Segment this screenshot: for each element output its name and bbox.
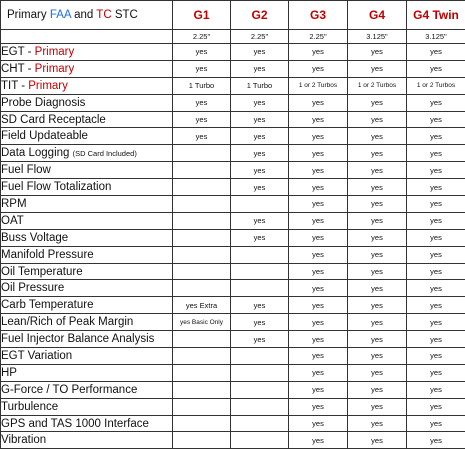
feature-name: Data Logging bbox=[1, 147, 73, 159]
cell-g3: yes bbox=[289, 297, 348, 314]
cell-g1 bbox=[173, 348, 231, 365]
cell-g3: yes bbox=[289, 111, 348, 128]
feature-name: Fuel Flow bbox=[1, 164, 51, 176]
cell-g3: yes bbox=[289, 246, 348, 263]
cell-g4: yes bbox=[348, 246, 407, 263]
feature-name: GPS and TAS 1000 Interface bbox=[1, 418, 149, 430]
table-row bbox=[1, 331, 465, 348]
cell-g1: yes Basic Only bbox=[173, 314, 231, 331]
feature-label bbox=[1, 60, 173, 77]
cell-g4-twin: yes bbox=[407, 297, 465, 314]
table-row bbox=[1, 432, 465, 449]
cell-g4-twin: yes bbox=[407, 331, 465, 348]
column-header-g3: G3 bbox=[289, 1, 348, 30]
table-row bbox=[1, 111, 465, 128]
cell-g1 bbox=[173, 162, 231, 179]
cell-g4-twin: yes bbox=[407, 246, 465, 263]
cell-g3: yes bbox=[289, 94, 348, 111]
cell-g1 bbox=[173, 212, 231, 229]
cell-g1 bbox=[173, 432, 231, 449]
cell-g3: yes bbox=[289, 229, 348, 246]
cell-g2: yes bbox=[231, 111, 289, 128]
cell-g4: yes bbox=[348, 111, 407, 128]
cell-g2: yes bbox=[231, 331, 289, 348]
feature-name: Turbulence bbox=[1, 401, 58, 413]
size-row-blank bbox=[1, 30, 173, 44]
cell-g4: yes bbox=[348, 348, 407, 365]
table-row bbox=[1, 415, 465, 432]
cell-g3: yes bbox=[289, 263, 348, 280]
table-row bbox=[1, 145, 465, 162]
cell-g4: yes bbox=[348, 415, 407, 432]
cell-g4: yes bbox=[348, 280, 407, 297]
cell-g1 bbox=[173, 364, 231, 381]
size-g4-twin: 3.125" bbox=[407, 30, 465, 44]
cell-g4: yes bbox=[348, 398, 407, 415]
cell-g3: yes bbox=[289, 364, 348, 381]
feature-label bbox=[1, 348, 173, 365]
feature-note: (SD Card Included) bbox=[73, 149, 137, 158]
feature-label bbox=[1, 415, 173, 432]
cell-g4: yes bbox=[348, 432, 407, 449]
cell-g4: yes bbox=[348, 60, 407, 77]
feature-label bbox=[1, 398, 173, 415]
feature-label bbox=[1, 179, 173, 196]
cell-g4-twin: yes bbox=[407, 179, 465, 196]
cell-g4-twin: yes bbox=[407, 44, 465, 61]
cell-g4-twin: yes bbox=[407, 364, 465, 381]
cell-g1: yes bbox=[173, 128, 231, 145]
cell-g3: yes bbox=[289, 280, 348, 297]
cell-g4: yes bbox=[348, 297, 407, 314]
cell-g4-twin: yes bbox=[407, 111, 465, 128]
feature-label bbox=[1, 145, 173, 162]
cell-g4: yes bbox=[348, 162, 407, 179]
cell-g4: yes bbox=[348, 145, 407, 162]
cell-g2 bbox=[231, 280, 289, 297]
table-row bbox=[1, 348, 465, 365]
cell-g4-twin: yes bbox=[407, 263, 465, 280]
cell-g4-twin: yes bbox=[407, 415, 465, 432]
cell-g2: yes bbox=[231, 179, 289, 196]
cell-g3: yes bbox=[289, 331, 348, 348]
cell-g1 bbox=[173, 415, 231, 432]
feature-name: SD Card Receptacle bbox=[1, 114, 106, 126]
table-row bbox=[1, 128, 465, 145]
cell-g3: yes bbox=[289, 314, 348, 331]
size-g1: 2.25" bbox=[173, 30, 231, 44]
cell-g2 bbox=[231, 263, 289, 280]
title-primary: Primary bbox=[7, 9, 50, 21]
cell-g2: yes bbox=[231, 297, 289, 314]
feature-label bbox=[1, 44, 173, 61]
cell-g3: yes bbox=[289, 44, 348, 61]
size-g3: 2.25" bbox=[289, 30, 348, 44]
cell-g3: yes bbox=[289, 348, 348, 365]
cell-g4-twin: yes bbox=[407, 280, 465, 297]
cell-g1: yes bbox=[173, 94, 231, 111]
cell-g4: yes bbox=[348, 196, 407, 213]
cell-g2: yes bbox=[231, 314, 289, 331]
cell-g4: yes bbox=[348, 44, 407, 61]
cell-g4: yes bbox=[348, 94, 407, 111]
feature-label bbox=[1, 297, 173, 314]
cell-g1 bbox=[173, 179, 231, 196]
feature-name: TIT - bbox=[1, 80, 28, 92]
table-row bbox=[1, 60, 465, 77]
cell-g4-twin: yes bbox=[407, 381, 465, 398]
table-title bbox=[1, 1, 173, 30]
feature-name: EGT Variation bbox=[1, 350, 72, 362]
cell-g2: yes bbox=[231, 128, 289, 145]
feature-name: Oil Temperature bbox=[1, 266, 83, 278]
cell-g3: yes bbox=[289, 128, 348, 145]
table-row bbox=[1, 179, 465, 196]
cell-g1: yes bbox=[173, 60, 231, 77]
column-header-g1: G1 bbox=[173, 1, 231, 30]
size-g2: 2.25" bbox=[231, 30, 289, 44]
feature-label bbox=[1, 229, 173, 246]
table-row bbox=[1, 77, 465, 94]
cell-g4: yes bbox=[348, 381, 407, 398]
feature-name: G-Force / TO Performance bbox=[1, 384, 137, 396]
cell-g3: yes bbox=[289, 212, 348, 229]
cell-g4: yes bbox=[348, 364, 407, 381]
cell-g4: yes bbox=[348, 229, 407, 246]
cell-g4-twin: yes bbox=[407, 162, 465, 179]
feature-name: Carb Temperature bbox=[1, 299, 93, 311]
feature-name: RPM bbox=[1, 198, 27, 210]
cell-g1 bbox=[173, 280, 231, 297]
feature-primary-tag: Primary bbox=[35, 63, 75, 75]
cell-g4: yes bbox=[348, 263, 407, 280]
cell-g2 bbox=[231, 415, 289, 432]
feature-name: Fuel Flow Totalization bbox=[1, 181, 111, 193]
cell-g1: yes bbox=[173, 44, 231, 61]
cell-g4-twin: yes bbox=[407, 94, 465, 111]
column-header-g4: G4 bbox=[348, 1, 407, 30]
cell-g4-twin: yes bbox=[407, 229, 465, 246]
cell-g3: yes bbox=[289, 415, 348, 432]
cell-g2: 1 Turbo bbox=[231, 77, 289, 94]
cell-g1 bbox=[173, 398, 231, 415]
cell-g3: yes bbox=[289, 398, 348, 415]
cell-g2: yes bbox=[231, 44, 289, 61]
cell-g3: yes bbox=[289, 162, 348, 179]
cell-g1 bbox=[173, 229, 231, 246]
feature-name: OAT bbox=[1, 215, 24, 227]
cell-g2: yes bbox=[231, 145, 289, 162]
feature-name: Field Updateable bbox=[1, 130, 88, 142]
cell-g1: yes bbox=[173, 111, 231, 128]
table-row bbox=[1, 297, 465, 314]
cell-g2: yes bbox=[231, 162, 289, 179]
cell-g2 bbox=[231, 348, 289, 365]
cell-g2 bbox=[231, 364, 289, 381]
cell-g3: yes bbox=[289, 432, 348, 449]
cell-g4: yes bbox=[348, 179, 407, 196]
table-row bbox=[1, 280, 465, 297]
feature-label bbox=[1, 111, 173, 128]
feature-name: Oil Pressure bbox=[1, 282, 64, 294]
cell-g2 bbox=[231, 196, 289, 213]
size-g4: 3.125" bbox=[348, 30, 407, 44]
feature-name: Lean/Rich of Peak Margin bbox=[1, 316, 133, 328]
cell-g2: yes bbox=[231, 212, 289, 229]
table-row bbox=[1, 381, 465, 398]
cell-g1 bbox=[173, 331, 231, 348]
cell-g2: yes bbox=[231, 94, 289, 111]
feature-name: Probe Diagnosis bbox=[1, 97, 85, 109]
table-row bbox=[1, 398, 465, 415]
feature-primary-tag: Primary bbox=[35, 46, 75, 58]
cell-g3: yes bbox=[289, 145, 348, 162]
feature-label bbox=[1, 94, 173, 111]
cell-g2 bbox=[231, 246, 289, 263]
cell-g4-twin: yes bbox=[407, 128, 465, 145]
cell-g2 bbox=[231, 432, 289, 449]
table-row bbox=[1, 263, 465, 280]
cell-g4-twin: yes bbox=[407, 60, 465, 77]
table-row bbox=[1, 44, 465, 61]
cell-g4-twin: yes bbox=[407, 432, 465, 449]
cell-g1: 1 Turbo bbox=[173, 77, 231, 94]
feature-label bbox=[1, 128, 173, 145]
feature-name: Buss Voltage bbox=[1, 232, 68, 244]
feature-label bbox=[1, 196, 173, 213]
cell-g3: yes bbox=[289, 60, 348, 77]
feature-label bbox=[1, 77, 173, 94]
cell-g4: yes bbox=[348, 128, 407, 145]
feature-label bbox=[1, 246, 173, 263]
feature-name: Vibration bbox=[1, 434, 46, 446]
cell-g4-twin: yes bbox=[407, 314, 465, 331]
feature-name: Fuel Injector Balance Analysis bbox=[1, 333, 154, 345]
title-stc: STC bbox=[112, 9, 138, 21]
cell-g4-twin: yes bbox=[407, 348, 465, 365]
cell-g3: yes bbox=[289, 179, 348, 196]
cell-g4-twin: yes bbox=[407, 212, 465, 229]
table-row bbox=[1, 162, 465, 179]
feature-primary-tag: Primary bbox=[28, 80, 68, 92]
cell-g3: 1 or 2 Turbos bbox=[289, 77, 348, 94]
cell-g2: yes bbox=[231, 229, 289, 246]
feature-label bbox=[1, 212, 173, 229]
cell-g1 bbox=[173, 381, 231, 398]
feature-name: Manifold Pressure bbox=[1, 249, 94, 261]
feature-label bbox=[1, 381, 173, 398]
column-header-g2: G2 bbox=[231, 1, 289, 30]
cell-g4-twin: 1 or 2 Turbos bbox=[407, 77, 465, 94]
table-body bbox=[1, 1, 465, 449]
table-row bbox=[1, 196, 465, 213]
header-row bbox=[1, 1, 465, 30]
cell-g3: yes bbox=[289, 196, 348, 213]
feature-name: CHT - bbox=[1, 63, 35, 75]
feature-label bbox=[1, 331, 173, 348]
cell-g1 bbox=[173, 263, 231, 280]
feature-label bbox=[1, 162, 173, 179]
cell-g4: yes bbox=[348, 314, 407, 331]
cell-g4-twin: yes bbox=[407, 196, 465, 213]
cell-g4: 1 or 2 Turbos bbox=[348, 77, 407, 94]
cell-g1: yes Extra bbox=[173, 297, 231, 314]
column-header-g4-twin: G4 Twin bbox=[407, 1, 465, 30]
table-row bbox=[1, 212, 465, 229]
cell-g2 bbox=[231, 381, 289, 398]
feature-label bbox=[1, 432, 173, 449]
table-row bbox=[1, 246, 465, 263]
table-row bbox=[1, 94, 465, 111]
title-and: and bbox=[71, 9, 96, 21]
feature-label bbox=[1, 314, 173, 331]
cell-g4-twin: yes bbox=[407, 145, 465, 162]
size-row bbox=[1, 30, 465, 44]
cell-g1 bbox=[173, 196, 231, 213]
table-row bbox=[1, 229, 465, 246]
cell-g4: yes bbox=[348, 212, 407, 229]
cell-g2: yes bbox=[231, 60, 289, 77]
feature-name: HP bbox=[1, 367, 17, 379]
title-tc: TC bbox=[96, 9, 111, 21]
cell-g4: yes bbox=[348, 331, 407, 348]
feature-label bbox=[1, 364, 173, 381]
table-row bbox=[1, 314, 465, 331]
cell-g2 bbox=[231, 398, 289, 415]
cell-g1 bbox=[173, 246, 231, 263]
feature-label bbox=[1, 263, 173, 280]
title-faa: FAA bbox=[50, 9, 71, 21]
table-row bbox=[1, 364, 465, 381]
cell-g3: yes bbox=[289, 381, 348, 398]
feature-label bbox=[1, 280, 173, 297]
feature-name: EGT - bbox=[1, 46, 35, 58]
cell-g1 bbox=[173, 145, 231, 162]
cell-g4-twin: yes bbox=[407, 398, 465, 415]
